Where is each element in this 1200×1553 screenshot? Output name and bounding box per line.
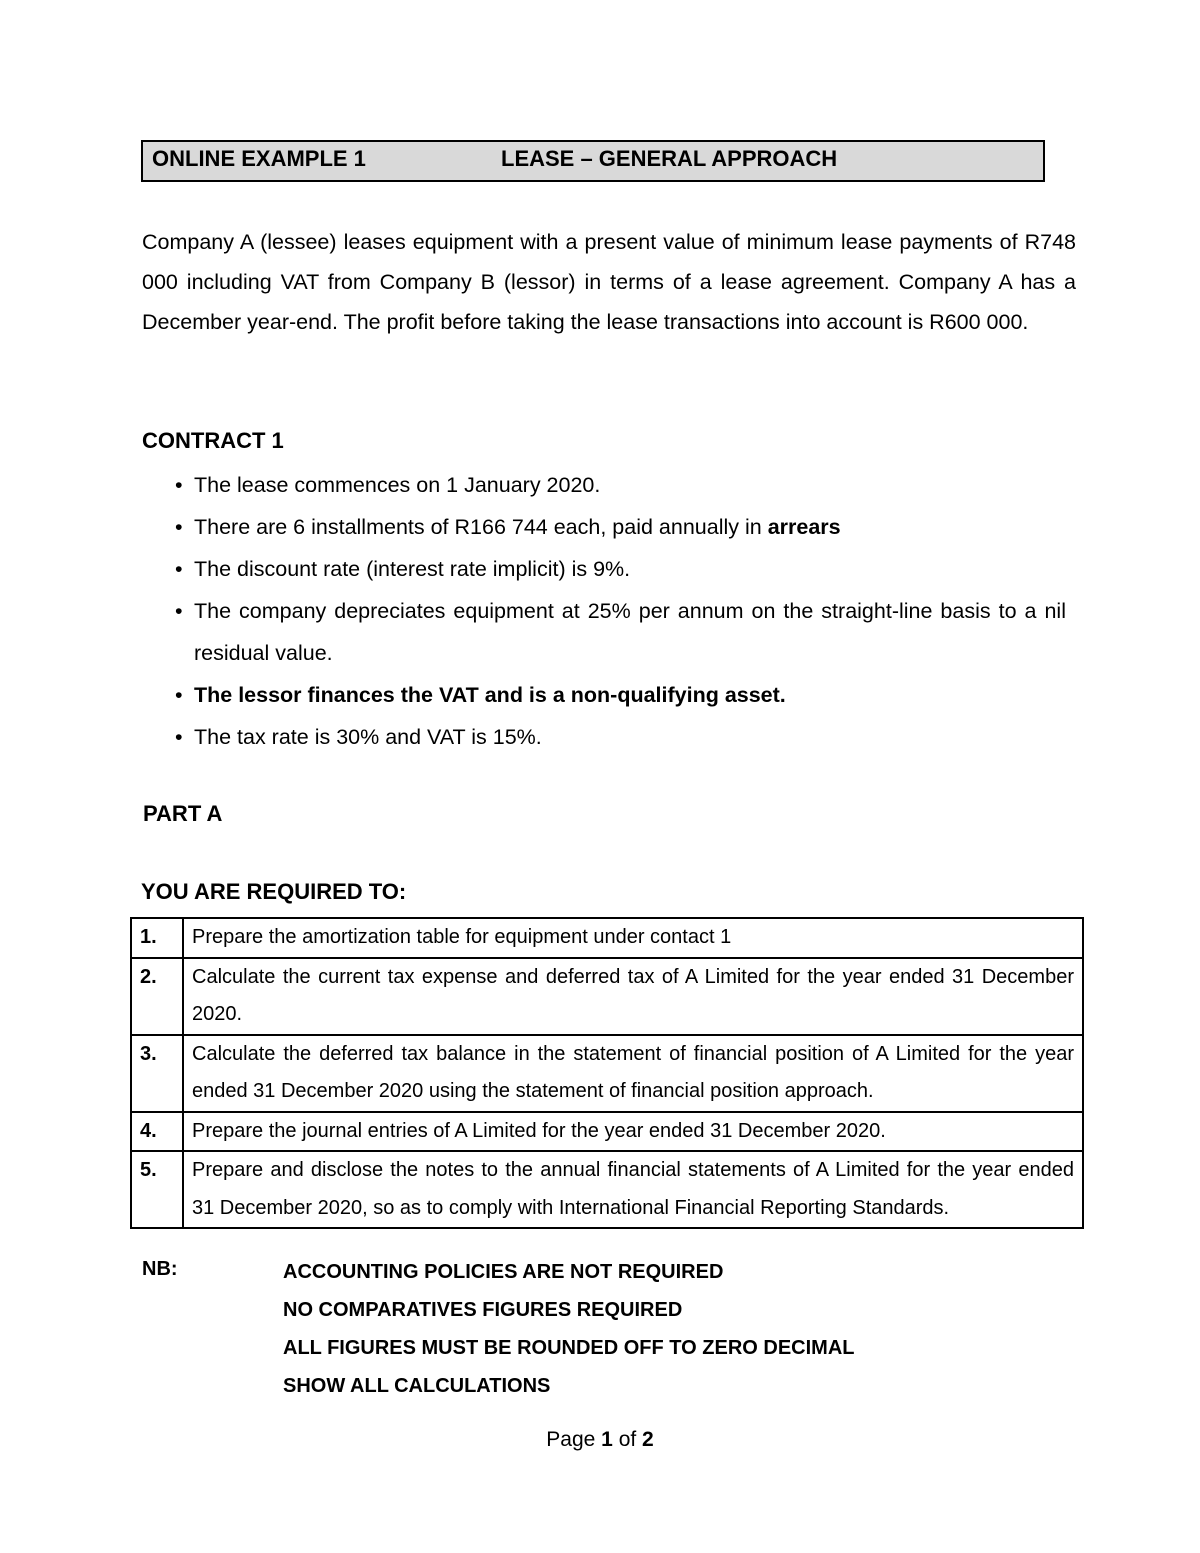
list-item xyxy=(175,590,1080,674)
list-item: ACCOUNTING POLICIES ARE NOT REQUIRED xyxy=(283,1261,724,1283)
requirement-text: Prepare and disclose the notes to the annual financial statements of A Limited for the year ended 31 December 2020, so as to comply with International Financial Reporting Standards. xyxy=(183,1151,1083,1228)
list-item xyxy=(175,716,1080,758)
requirement-number: 5. xyxy=(131,1151,183,1228)
table-row xyxy=(131,918,1083,958)
table-row xyxy=(131,1151,1083,1228)
list-item: NO COMPARATIVES FIGURES REQUIRED xyxy=(283,1299,683,1321)
nb-list xyxy=(283,1253,854,1405)
requirement-number: 3. xyxy=(131,1035,183,1112)
nb-label: NB: xyxy=(142,1258,178,1280)
table-row xyxy=(131,1112,1083,1152)
bullet-bold-text: arrears xyxy=(767,515,841,539)
requirement-number: 4. xyxy=(131,1112,183,1152)
intro-paragraph: Company A (lessee) leases equipment with a present value of minimum lease payments of R748 000 including VAT from Company B (lessor) in terms of a lease agreement. Company A has a December year-end. The profit before taking the lease transactions into account is R600 000. xyxy=(142,230,1076,334)
list-item xyxy=(175,548,1080,590)
requirement-text: Prepare the journal entries of A Limited for the year ended 31 December 2020. xyxy=(183,1112,1083,1152)
contract-heading: CONTRACT 1 xyxy=(142,428,284,453)
page-word: Page xyxy=(546,1428,596,1451)
page-footer xyxy=(0,1428,1200,1452)
requirement-number: 1. xyxy=(131,918,183,958)
list-item xyxy=(175,506,1080,548)
requirements-table xyxy=(130,917,1084,1229)
of-word: of xyxy=(618,1428,637,1451)
bullet-text: The company depreciates equipment at 25% per annum on the straight-line basis to a nil residual value. xyxy=(194,599,1066,665)
requirement-text: Prepare the amortization table for equipment under contact 1 xyxy=(183,918,1083,958)
list-item: SHOW ALL CALCULATIONS xyxy=(283,1375,551,1397)
requirement-text: Calculate the deferred tax balance in the statement of financial position of A Limited for the year ended 31 December 2020 using the statement of financial position approach. xyxy=(183,1035,1083,1112)
title-banner xyxy=(141,140,1045,182)
page-total: 2 xyxy=(642,1428,654,1451)
list-item: ALL FIGURES MUST BE ROUNDED OFF TO ZERO DECIMAL xyxy=(283,1337,855,1359)
table-row xyxy=(131,1035,1083,1112)
example-label: ONLINE EXAMPLE 1 xyxy=(152,146,366,171)
bullet-text: There are 6 installments of R166 744 each, paid annually in xyxy=(194,515,768,539)
example-title: LEASE – GENERAL APPROACH xyxy=(501,146,838,171)
table-row xyxy=(131,958,1083,1035)
bullet-text: The discount rate (interest rate implicit) is 9%. xyxy=(194,557,631,581)
page-current: 1 xyxy=(601,1428,613,1451)
requirement-number: 2. xyxy=(131,958,183,1035)
bullet-text: The tax rate is 30% and VAT is 15%. xyxy=(194,725,542,749)
list-item xyxy=(175,674,1080,716)
bullet-text: The lease commences on 1 January 2020. xyxy=(194,473,601,497)
bullet-bold-text: The lessor finances the VAT and is a non-qualifying asset. xyxy=(194,683,786,707)
required-heading: YOU ARE REQUIRED TO: xyxy=(141,879,407,904)
requirement-text: Calculate the current tax expense and deferred tax of A Limited for the year ended 31 December 2020. xyxy=(183,958,1083,1035)
list-item xyxy=(175,464,1080,506)
part-heading: PART A xyxy=(143,801,223,826)
contract-bullet-list xyxy=(175,464,1080,758)
